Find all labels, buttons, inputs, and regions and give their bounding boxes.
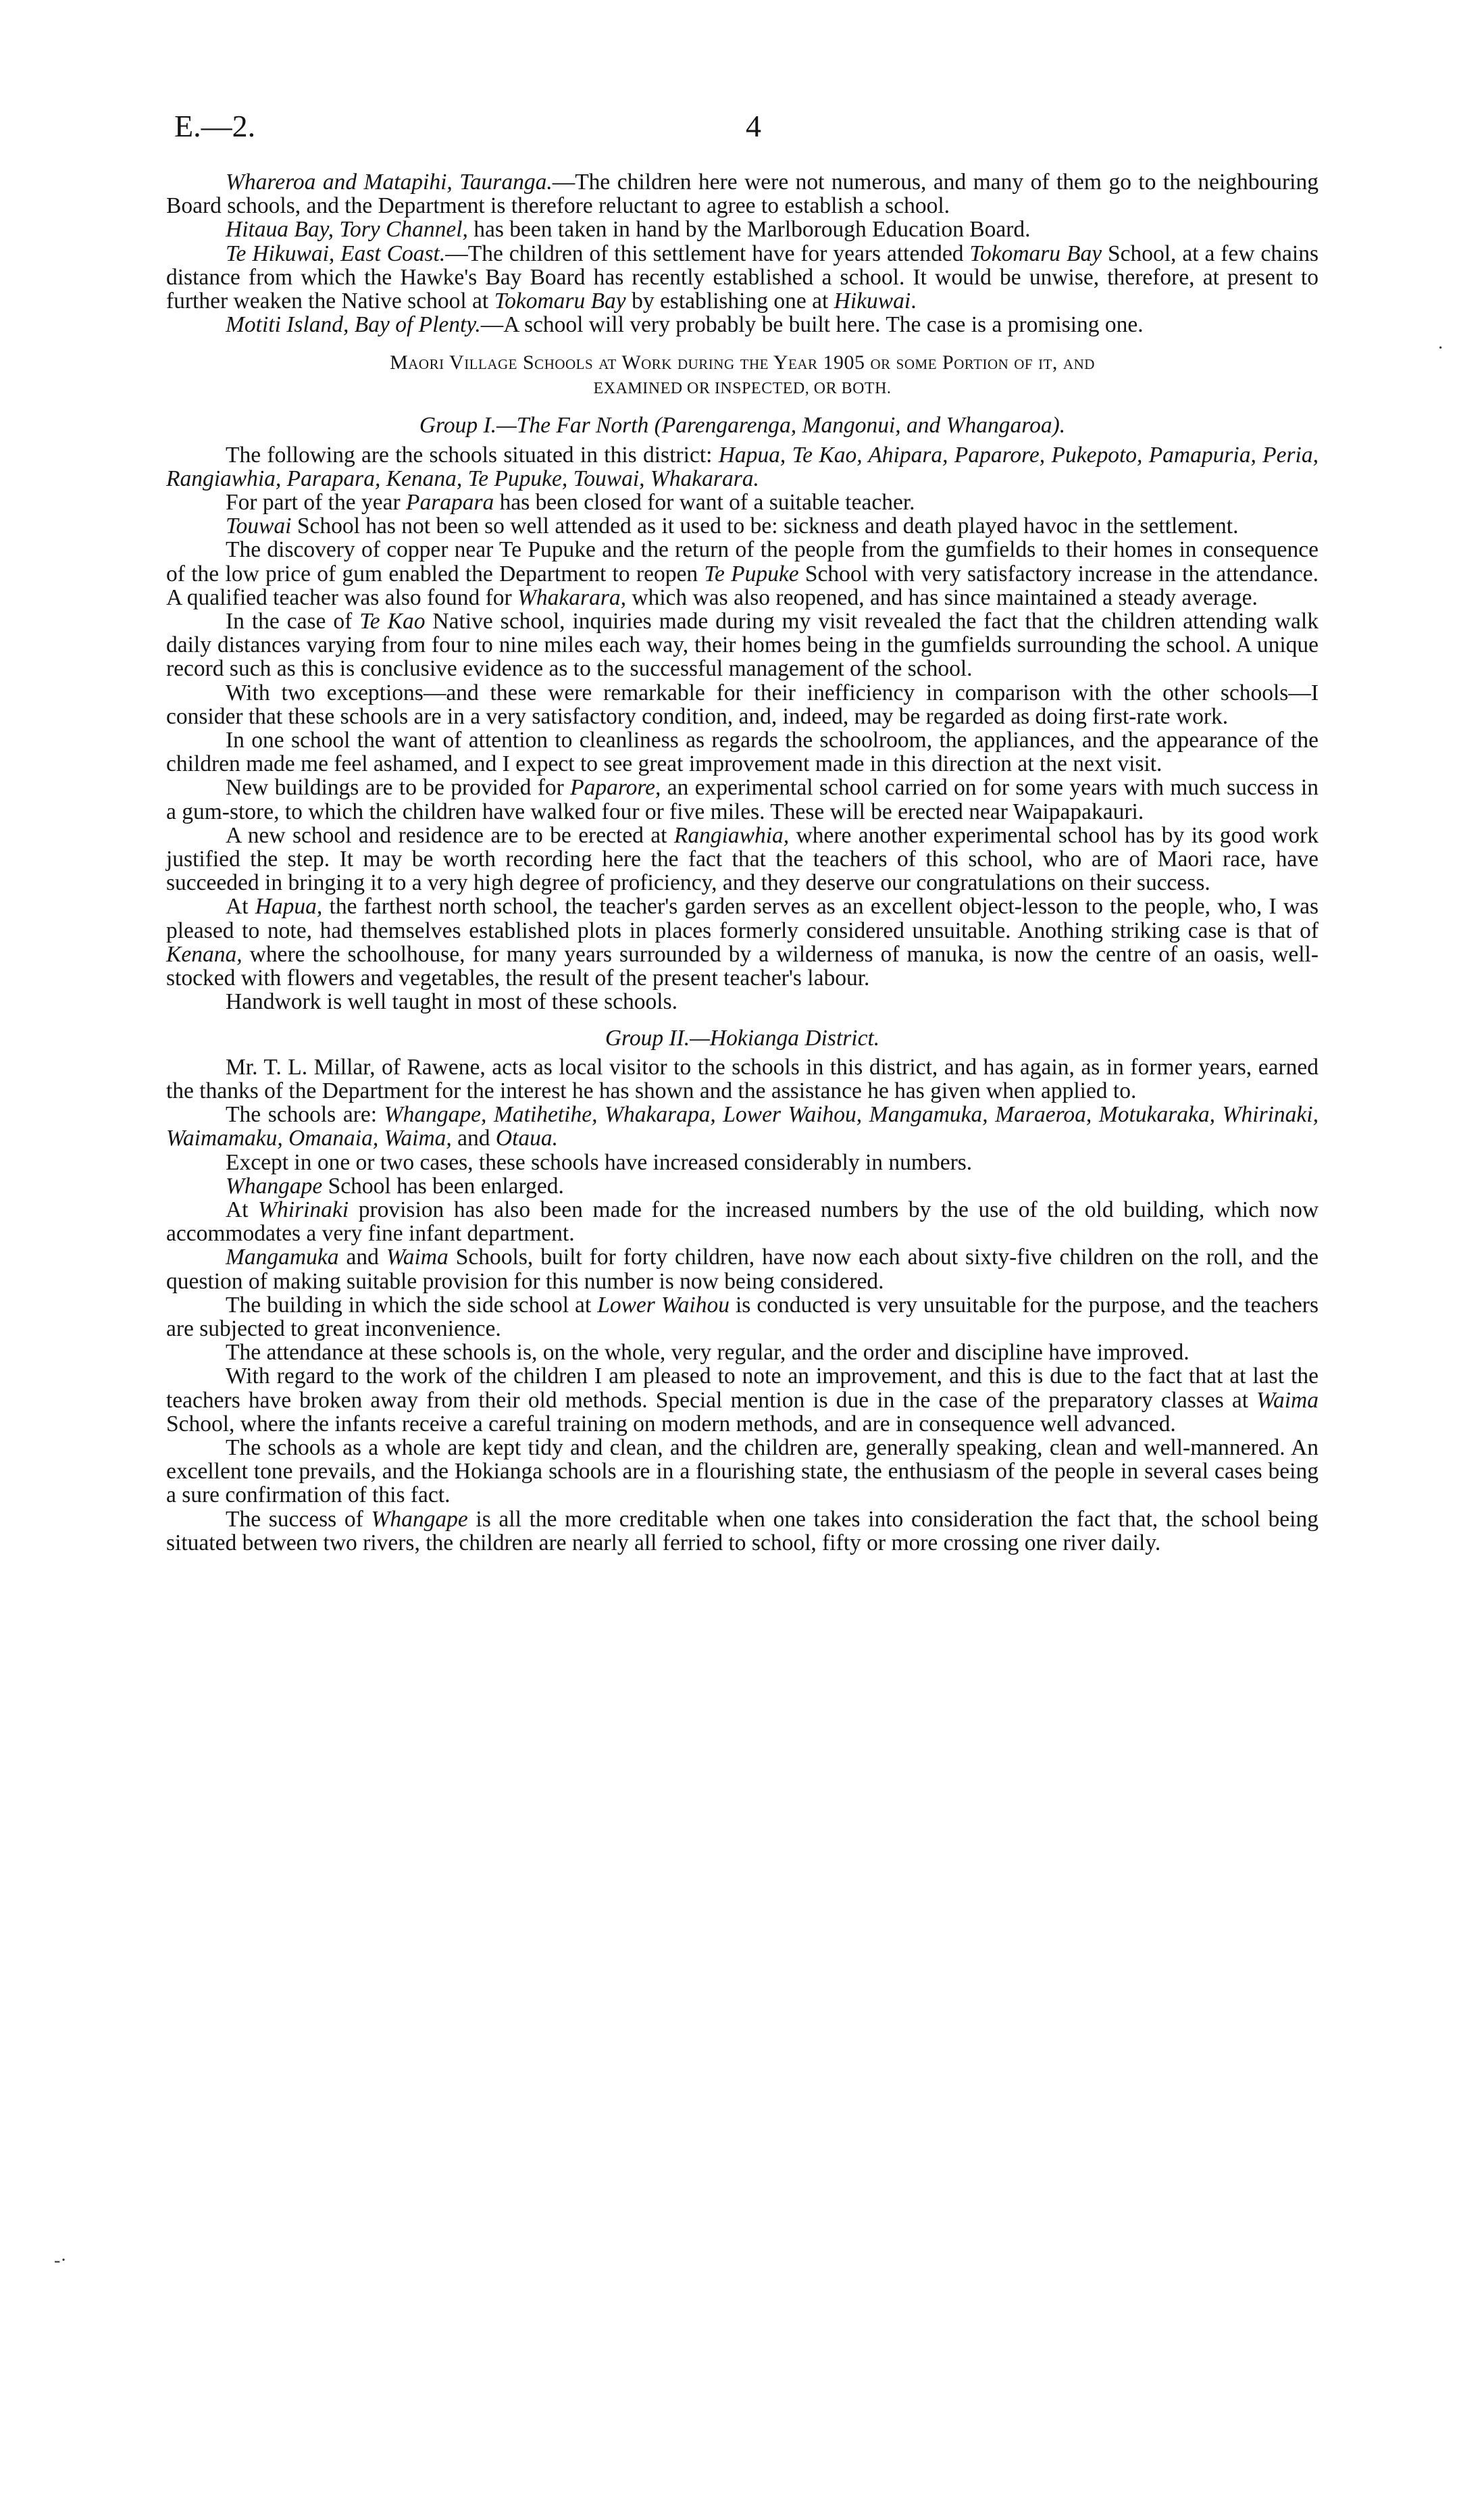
school-name: Hapua, [255, 894, 323, 920]
paragraph-text: where the schoolhouse, for many years surrounded by a wilderness of manuka, is now the centre of an oasis, well-stocked with flowers and vegetables, the result of the present teacher's labour. [166, 941, 1319, 991]
section-heading [166, 350, 1319, 401]
paragraph-text: With two exceptions—and these were remarkable for their inefficiency in comparison with the other schools—I consider that these schools are in a very satisfactory condition, and, indeed, may be regarded as doing first-rate work. [166, 680, 1319, 729]
page-number: 4 [746, 109, 761, 143]
paragraph [166, 1364, 1319, 1436]
school-name: Otaua. [495, 1126, 559, 1151]
paragraph-text: —The children of this settlement have for years attended [445, 241, 970, 266]
place-name: Motiti Island, Bay of Plenty. [226, 312, 481, 338]
paragraph-text: At [226, 1197, 259, 1222]
paragraph [166, 1341, 1319, 1364]
paragraph [166, 514, 1319, 538]
school-name: Whangape [371, 1506, 468, 1532]
paragraph-text: has been closed for want of a suitable teacher. [494, 490, 915, 516]
paragraph [166, 443, 1319, 491]
paragraph [166, 491, 1319, 514]
paragraph-text: which was also reopened, and has since maintained a steady average. [626, 584, 1258, 610]
section-heading-line: Maori Village Schools at Work during the Year 1905 or some Portion of it, and [390, 351, 1095, 374]
margin-mark: -· [54, 2250, 67, 2271]
paragraph-text: The discovery of copper near Te Pupuke and the return of the people from the gumfields to their homes in consequence of the low price of gum enabled the Department to reopen [166, 537, 1319, 586]
school-name: Whangape [226, 1173, 323, 1199]
place-name: Te Hikuwai, East Coast. [226, 241, 446, 266]
school-name: Lower Waihou [597, 1292, 730, 1318]
school-list: Hapua, Te Kao, Ahipara, Paparore, Pukepoto, Pamapuria, Peria, Rangiawhia, Parapara, Kenana, Te Pupuke, Touwai, Whakarara. [166, 442, 1319, 491]
paragraph-text: and [338, 1245, 386, 1270]
paragraph [166, 1055, 1319, 1103]
paragraph [166, 242, 1319, 314]
paragraph-text: School has been enlarged. [322, 1173, 564, 1199]
paragraph-text: School, where the infants receive a careful training on modern methods, and are in consequence well advanced. [166, 1411, 1176, 1437]
place-name: Whareroa and Matapihi, Tauranga. [226, 170, 553, 195]
paragraph-text: For part of the year [226, 490, 406, 516]
paragraph [166, 895, 1319, 990]
paragraph-text: The success of [226, 1506, 372, 1532]
paragraph-text: The building in which the side school at [226, 1292, 598, 1318]
page-body [166, 170, 1319, 1555]
paragraph [166, 681, 1319, 728]
paragraph [166, 609, 1319, 681]
paragraph-text: School with very satisfactory increase in the attendance. A qualified teacher was also found for [166, 561, 1319, 610]
page-header [174, 108, 1323, 162]
school-name: Te Kao [359, 609, 426, 634]
paragraph-text: The attendance at these schools is, on the whole, very regular, and the order and discipline have improved. [226, 1340, 1189, 1366]
paragraph [166, 990, 1319, 1014]
paragraph [166, 1198, 1319, 1245]
paragraph-text: Mr. T. L. Millar, of Rawene, acts as local visitor to the schools in this district, and has again, as in former years, earned the thanks of the Department for the interest he has shown and the assistance he has given when applied to. [166, 1054, 1319, 1103]
paragraph [166, 1151, 1319, 1174]
place-name: Tokomaru Bay [494, 289, 626, 314]
paragraph-text: —The children here were not numerous, and many of them go to the neighbouring Board schools, and the Department is therefore reluctant to agree to establish a school. [166, 170, 1319, 219]
paragraph-text: has been taken in hand by the Marlborough Education Board. [467, 217, 1031, 243]
section-heading-line: EXAMINED OR INSPECTED, OR BOTH. [593, 380, 892, 398]
paragraph [166, 1103, 1319, 1150]
paragraph-text: A new school and residence are to be erected at [226, 822, 674, 848]
place-name: Hikuwai [834, 289, 911, 314]
paragraph-text: is all the more creditable when one takes into consideration the fact that, the school being situated between two rivers, the children are nearly all ferried to school, fifty or more crossing one river daily. [166, 1506, 1319, 1555]
paragraph-text: At [226, 894, 255, 920]
paragraph [166, 1245, 1319, 1293]
paragraph [166, 218, 1319, 241]
page-code: E.—2. [174, 109, 256, 143]
paragraph-text: the farthest north school, the teacher's garden serves as an excellent object-lesson to the people, who, I was pleased to note, had themselves established plots in places formerly considered unsuitable. Anothing striking case is that of [166, 894, 1319, 943]
paragraph-text: School, at a few chains distance from which the Hawke's Bay Board has recently established a school. It would be unwise, therefore, at present to further weaken the Native school at [166, 241, 1319, 314]
paragraph-text: With regard to the work of the children I am pleased to note an improvement, and this is due to the fact that at last the teachers have broken away from their old methods. Special mention is due in the case of the preparatory classes at [166, 1364, 1319, 1413]
school-name: Waima [386, 1245, 449, 1270]
paragraph-text: —A school will very probably be built here. The case is a promising one. [480, 312, 1144, 338]
school-name: Whakarara, [517, 584, 626, 610]
paragraph-text: The schools are: [226, 1102, 384, 1128]
school-name: Te Pupuke [704, 561, 799, 586]
paragraph-text: an experimental school carried on for some years with much success in a gum-store, to which the children have walked four or five miles. These will be erected near Waipapakauri. [166, 775, 1319, 824]
place-name: Tokomaru Bay [969, 241, 1102, 266]
paragraph [166, 1293, 1319, 1341]
paragraph-text: Handwork is well taught in most of these schools. [226, 989, 677, 1015]
paragraph-text: and [451, 1126, 496, 1151]
school-name: Parapara [405, 490, 494, 516]
school-list: Whangape, Matihetihe, Whakarapa, Lower Waihou, Mangamuka, Maraeroa, Motukaraka, Whirinaki, Waimamaku, Omanaia, Waima, [166, 1102, 1319, 1151]
school-name: Rangiawhia, [673, 822, 790, 848]
paragraph-text: In one school the want of attention to cleanliness as regards the schoolroom, the appliances, and the appearance of the children made me feel ashamed, and I expect to see great improvement made in this direction at the next visit. [166, 728, 1319, 777]
paragraph [166, 170, 1319, 218]
school-name: Touwai [226, 514, 292, 539]
paragraph [166, 1507, 1319, 1555]
paragraph-text: by establishing one at [625, 289, 834, 314]
group-heading: Group I.—The Far North (Parengarenga, Mangonui, and Whangaroa). [419, 413, 1066, 439]
paragraph-text: Except in one or two cases, these schools have increased considerably in numbers. [226, 1149, 973, 1175]
margin-mark: · [1437, 338, 1444, 359]
paragraph [166, 538, 1319, 609]
paragraph [166, 776, 1319, 823]
paragraph [166, 313, 1319, 336]
school-name: Paparore, [570, 775, 661, 801]
school-name: Kenana, [166, 941, 242, 967]
paragraph-text: New buildings are to be provided for [226, 775, 571, 801]
paragraph-text: Schools, built for forty children, have now each about sixty-five children on the roll, and the question of making suitable provision for this number is now being considered. [166, 1245, 1319, 1294]
paragraph [166, 1436, 1319, 1507]
school-name: Mangamuka [226, 1245, 339, 1270]
paragraph [166, 824, 1319, 895]
paragraph-text: The schools as a whole are kept tidy and clean, and the children are, generally speaking, clean and well-mannered. An excellent tone prevails, and the Hokianga schools are in a flourishing state, the enthusiasm of the people in several cases being a sure confirmation of this fact. [166, 1434, 1319, 1508]
paragraph-text: The following are the schools situated in this district: [226, 442, 719, 468]
paragraph-text: where another experimental school has by its good work justified the step. It may be worth recording here the fact that the teachers of this school, who are of Maori race, have succeeded in bringing it to a very high degree of proficiency, and they deserve our congratulations on their success. [166, 822, 1319, 896]
school-name: Whirinaki [258, 1197, 349, 1222]
place-name: Hitaua Bay, Tory Channel, [226, 217, 468, 243]
group-heading: Group II.—Hokianga District. [605, 1025, 880, 1051]
paragraph [166, 728, 1319, 776]
paragraph-text: Native school, inquiries made during my visit revealed the fact that the children attending walk daily distances varying from four to nine miles each way, their homes being in the gumfields surrounding the school. A unique record such as this is conclusive evidence as to the successful management of the school. [166, 609, 1319, 682]
school-name: Waima [1256, 1387, 1319, 1413]
paragraph-text: . [911, 289, 917, 314]
paragraph-text: is conducted is very unsuitable for the purpose, and the teachers are subjected to great inconvenience. [166, 1292, 1319, 1341]
paragraph-text: provision has also been made for the increased numbers by the use of the old building, which now accommodates a very fine infant department. [166, 1197, 1319, 1247]
paragraph [166, 1174, 1319, 1198]
paragraph-text: In the case of [226, 609, 360, 634]
paragraph-text: School has not been so well attended as it used to be: sickness and death played havoc in the settlement. [291, 514, 1239, 539]
